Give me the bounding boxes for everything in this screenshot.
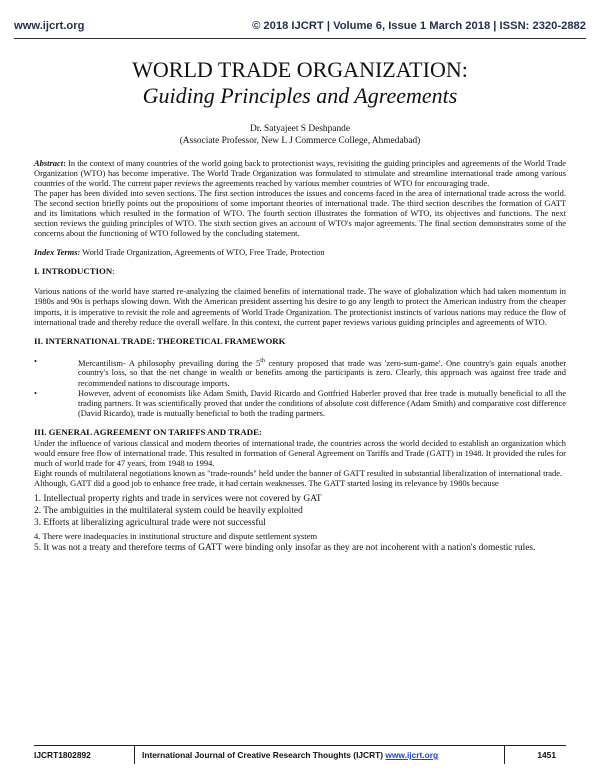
header-citation: © 2018 IJCRT | Volume 6, Issue 1 March 2018 | ISSN: 2320-2882: [252, 20, 586, 32]
gatt-heading-text: III. GENERAL AGREEMENT ON TARIFFS AND TRADE: [34, 426, 259, 437]
theory-bullet-1-text: [78, 356, 566, 388]
paper-title: WORLD TRADE ORGANIZATION:: [132, 57, 468, 82]
footer-rule: [34, 745, 566, 746]
intro-heading-text: I. INTRODUCTION: [34, 266, 113, 277]
footer-separator: [134, 746, 135, 764]
index-terms: [34, 247, 566, 257]
theory-b1-pre: Mercantilism- A philosophy prevailing during the 5: [78, 357, 261, 368]
list-item: 1. Intellectual property rights and trade in services were not covered by GAT: [34, 493, 322, 504]
footer-paper-id: IJCRT1802892: [34, 750, 91, 760]
index-terms-label: Index Terms:: [34, 247, 81, 258]
footer-page-number: 1451: [537, 750, 556, 760]
gatt-weakness-list: [34, 493, 566, 554]
paper-subtitle: Guiding Principles and Agreements: [142, 83, 458, 108]
intro-heading-colon: :: [112, 266, 115, 277]
theory-bullet-2: [34, 388, 566, 418]
theory-b1-sup: th: [260, 357, 265, 364]
bullet-marker: •: [34, 355, 37, 366]
abstract-text-1: In the context of many countries of the world going back to protectionist ways, revisiting the guiding principles and agreements of the World Trade Organization (WTO) has become imperative. The World Trade Organization was formulated to stimulate and streamline international trade among various countries of the world. The current paper reviews the agreements reached by various member countries of WTO for encouraging trade.: [34, 158, 566, 189]
theory-b1-post: century proposed that trade was 'zero-sum-game'. One country's gain equals another country's loss, so that the net change in wealth or benefits among the participants is zero. Clearly, this approach was against free trade and recommended nations to discourage imports.: [78, 357, 566, 388]
author-affiliation: (Associate Professor, New L J Commerce College, Ahmedabad): [179, 136, 421, 146]
abstract-paragraph-2: The paper has been divided into seven sections. The first section introduces the issues and concerns faced in the area of international trade across the world. The second section briefly points out the propositions of some important theories of international trade. The third section describes the formation of GATT and its limitations which resulted in the formation of WTO. The fourth section illustrates the formation of WTO, its objectives and functions. The next section reviews the guiding principles of WTO. The sixth section gives an account of WTO's major agreements. The final section demonstrates some of the concerns about the functioning of WTO followed by the concluding statement.: [34, 188, 566, 239]
list-item: 5. It was not a treaty and therefore terms of GATT were binding only insofar as they are not incoherent with a nation's domestic rules.: [34, 542, 536, 553]
page-footer: [34, 750, 566, 762]
section-heading-gatt: [34, 427, 566, 438]
list-item: 2. The ambiguities in the multilateral system could be heavily exploited: [34, 506, 303, 517]
footer-journal-name: International Journal of Creative Research Thoughts (IJCRT): [142, 750, 384, 760]
index-terms-text: World Trade Organization, Agreements of WTO, Free Trade, Protection: [80, 247, 325, 258]
gatt-heading-colon: :: [258, 426, 262, 437]
gatt-paragraph-3: Although, GATT did a good job to enhance free trade, it had certain weaknesses. The GATT started losing its relevance by 1980s because: [34, 477, 499, 488]
theory-bullet-1: [34, 356, 566, 388]
gatt-paragraph-2: Eight rounds of multilateral negotiations known as "trade-rounds" held under the banner of GATT resulted in substantial liberalization of international trade.: [34, 467, 563, 478]
author-name: Dr. Satyajeet S Deshpande: [250, 124, 350, 134]
section-heading-introduction: [34, 266, 566, 277]
footer-separator: [504, 746, 505, 764]
header-rule: [14, 38, 586, 39]
abstract-paragraph-1: [34, 158, 566, 188]
section-heading-theory: II. INTERNATIONAL TRADE: THEORETICAL FRAMEWORK: [34, 335, 286, 346]
theory-bullet-2-text: However, advent of economists like Adam Smith, David Ricardo and Gottfried Haberler proved that free trade is mutually beneficial to all the trading partners. It was scientifically proved that under the conditions of absolute cost difference (Adam Smith) and comparative cost difference (David Ricardo), trade is mutually beneficial to both the trading partners.: [78, 387, 566, 418]
bullet-marker: •: [34, 387, 37, 398]
header-website[interactable]: www.ijcrt.org: [14, 20, 85, 32]
abstract-label: Abstract: [34, 158, 64, 168]
gatt-paragraph-1: Under the influence of various classical and modern theories of international trade, the countries across the world decided to establish an organization which would ensure free flow of international trade. This resulted in formation of General Agreement on Tariffs and Trade (GATT) in 1948. It provided the rules for much of world trade for 47 years, from 1948 to 1994.: [34, 437, 566, 468]
footer-link[interactable]: www.ijcrt.org: [385, 750, 439, 760]
list-item: 3. Efforts at liberalizing agricultural trade were not successful: [34, 518, 266, 529]
footer-journal: [142, 750, 438, 760]
list-item: 4. There were inadequacies in institutional structure and dispute settlement system: [34, 530, 318, 541]
paper-body: [34, 158, 566, 554]
running-header: [14, 20, 586, 32]
abstract-colon: :: [63, 158, 66, 168]
introduction-paragraph: Various nations of the world have started re-analyzing the claimed benefits of international trade. The wave of globalization which had taken momentum in 1980s and 90s is perhaps slowing down. With the American president asserting his desire to go any length to protect the American industry from the cheaper imports, it is imperative to revisit the role and agreements of World Trade Organization. The protectionist instincts of various nations may reduce the flow of international trade and thereby reduce the overall welfare. In this context, the current paper reviews various guiding principles and agreements of WTO.: [34, 286, 566, 327]
